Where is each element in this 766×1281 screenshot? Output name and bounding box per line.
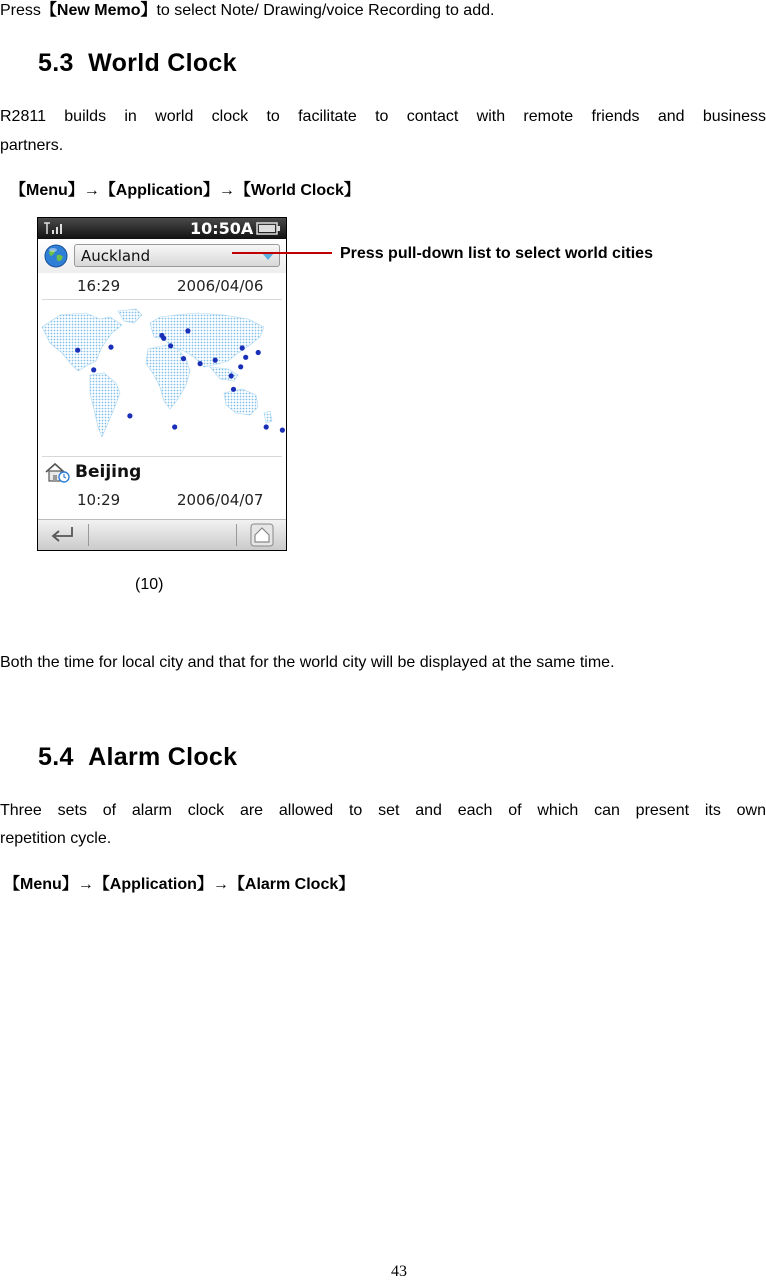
local-city-name: Beijing bbox=[75, 462, 142, 482]
world-city-date: 2006/04/06 bbox=[177, 277, 264, 295]
intro-suffix: to select Note/ Drawing/voice Recording to add. bbox=[156, 2, 495, 19]
both-time-paragraph: Both the time for local city and that for the world city will be displayed at the same time. bbox=[0, 654, 615, 671]
city-dot bbox=[185, 328, 190, 333]
alarm-clock-desc-line1: Three sets of alarm clock are allowed to set and each of which can present its own bbox=[0, 802, 766, 819]
local-city-time: 10:29 bbox=[77, 491, 121, 509]
city-dot bbox=[168, 343, 173, 348]
alarm-clock-nav-path: 【Menu】→【Application】→【Alarm Clock】 bbox=[4, 876, 355, 893]
home-icon[interactable] bbox=[250, 523, 274, 547]
intro-line bbox=[0, 2, 494, 20]
callout-text: Press pull-down list to select world cities bbox=[340, 245, 653, 262]
callout-line bbox=[232, 252, 332, 254]
softbar-separator bbox=[236, 524, 237, 546]
section-5-4-heading bbox=[38, 743, 237, 772]
city-dot bbox=[198, 361, 203, 366]
world-clock-desc-line1: R2811 builds in world clock to facilitate to contact with remote friends and business bbox=[0, 108, 766, 125]
continents bbox=[42, 309, 272, 437]
city-dot bbox=[161, 336, 166, 341]
section-number: 5.4 bbox=[38, 743, 74, 771]
soft-key-bar bbox=[38, 519, 286, 551]
city-dot bbox=[243, 355, 248, 360]
city-dot bbox=[240, 345, 245, 350]
world-clock-nav-path: 【Menu】→【Application】→【World Clock】 bbox=[10, 182, 360, 199]
city-dot bbox=[229, 373, 234, 378]
section-5-3-heading bbox=[38, 49, 237, 78]
figure-caption: (10) bbox=[135, 576, 164, 593]
city-dot bbox=[108, 345, 113, 350]
alarm-clock-desc-line2: repetition cycle. bbox=[0, 830, 112, 847]
status-bar bbox=[38, 218, 286, 239]
section-title: Alarm Clock bbox=[88, 743, 238, 771]
globe-icon bbox=[43, 243, 69, 269]
world-map bbox=[38, 305, 286, 455]
city-dot bbox=[238, 364, 243, 369]
city-dot bbox=[181, 356, 186, 361]
world-city-bar bbox=[38, 239, 286, 273]
battery-icon bbox=[256, 222, 282, 236]
world-city-time: 16:29 bbox=[77, 277, 121, 295]
softbar-separator bbox=[88, 524, 89, 546]
divider bbox=[42, 299, 282, 300]
status-time: 10:50A bbox=[190, 219, 254, 238]
signal-icon bbox=[42, 222, 66, 236]
section-number: 5.3 bbox=[38, 49, 74, 77]
world-city-dropdown[interactable] bbox=[74, 244, 280, 267]
city-dot bbox=[127, 413, 132, 418]
back-icon[interactable] bbox=[48, 524, 78, 546]
world-city-value: Auckland bbox=[81, 247, 151, 265]
phone-screenshot bbox=[37, 217, 287, 551]
city-dot bbox=[75, 348, 80, 353]
section-title: World Clock bbox=[88, 49, 237, 77]
page-number: 43 bbox=[391, 1263, 407, 1280]
divider bbox=[42, 456, 282, 457]
city-dot bbox=[280, 428, 285, 433]
city-dot bbox=[213, 358, 218, 363]
world-clock-desc-line2: partners. bbox=[0, 137, 64, 154]
city-dot bbox=[256, 350, 261, 355]
city-dot bbox=[231, 387, 236, 392]
city-dot bbox=[172, 424, 177, 429]
intro-prefix: Press bbox=[0, 2, 41, 19]
home-clock-icon bbox=[44, 461, 70, 483]
city-dot bbox=[264, 424, 269, 429]
intro-key: 【New Memo】 bbox=[40, 2, 157, 19]
city-dot bbox=[91, 367, 96, 372]
local-city-date: 2006/04/07 bbox=[177, 491, 264, 509]
